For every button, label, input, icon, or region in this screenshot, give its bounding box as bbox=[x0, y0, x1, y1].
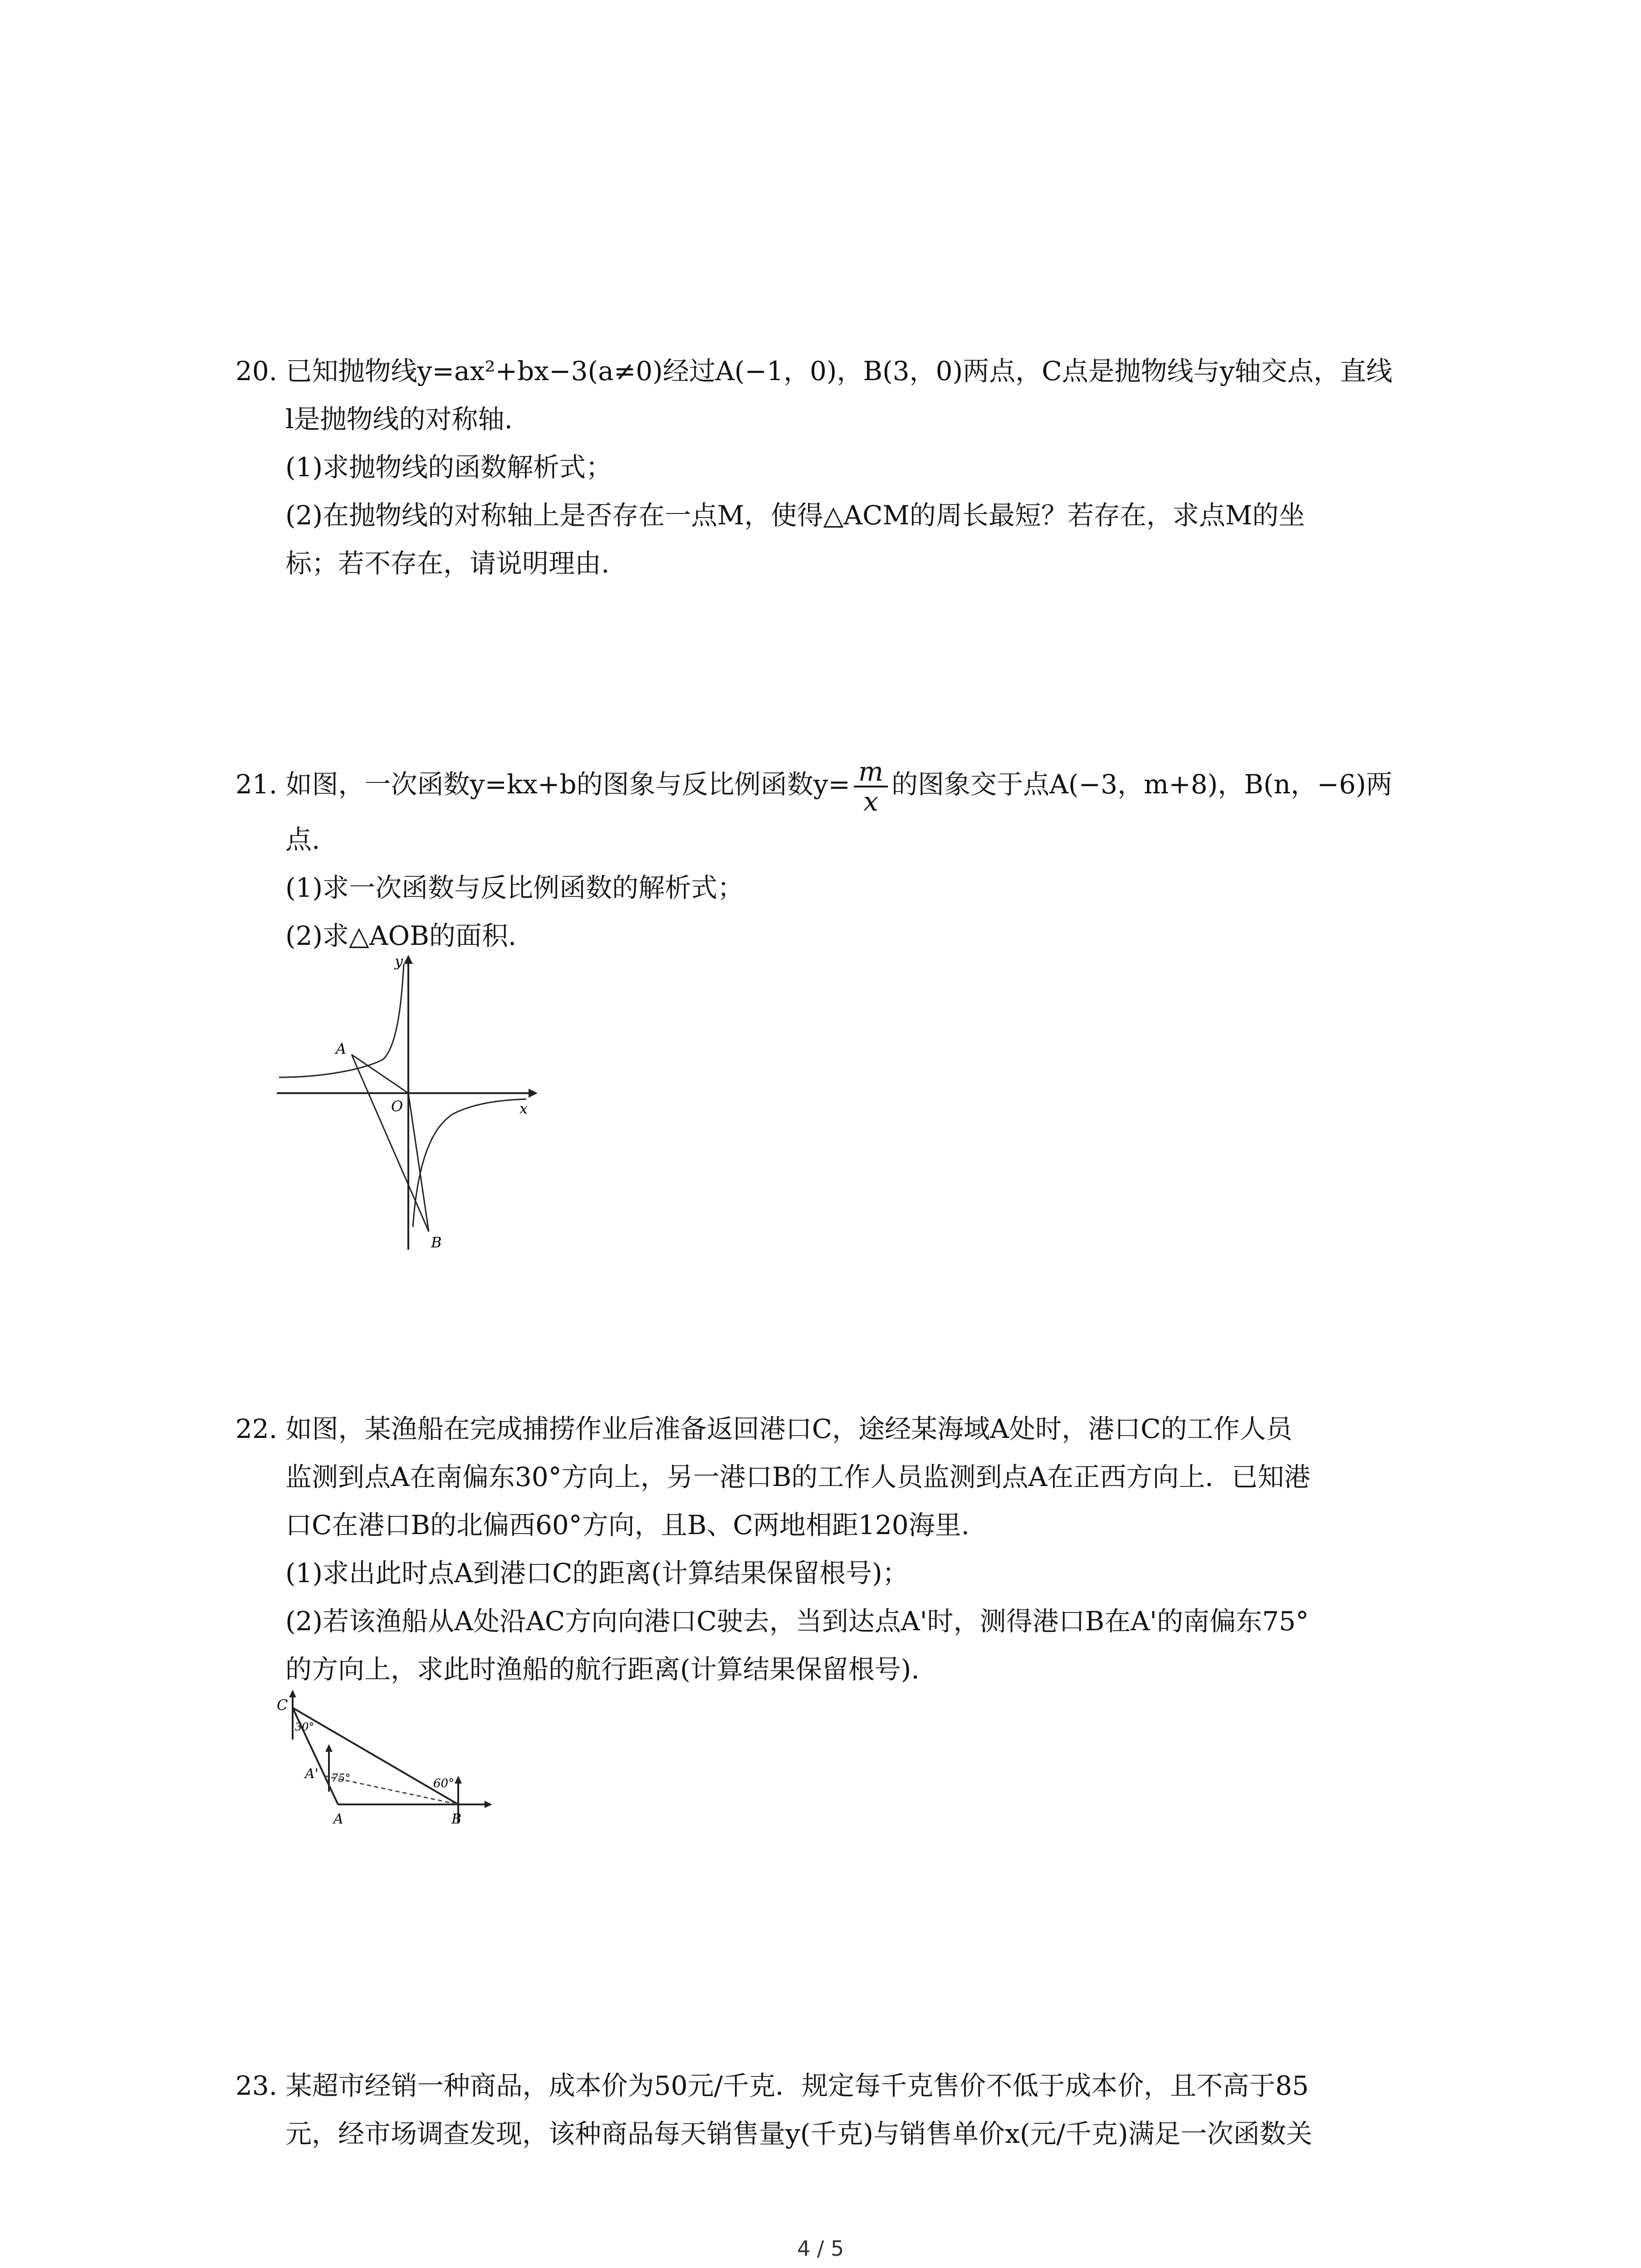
north-arrow-a-prime bbox=[325, 1744, 333, 1752]
q22-part-2: (2)若该渔船从A处沿AC方向向港口C驶去，当到达点A'时，测得港口B在A'的南偏东75° bbox=[285, 1606, 1309, 1637]
q21-part-1: (1)求一次函数与反比例函数的解析式； bbox=[285, 872, 744, 903]
label-angle-75: 75° bbox=[331, 1772, 351, 1784]
east-arrow-b bbox=[485, 1801, 492, 1808]
question-21 bbox=[235, 758, 1460, 960]
label-y: y bbox=[395, 953, 403, 970]
q21-line-1 bbox=[235, 758, 1460, 816]
q21-line-2: 点. bbox=[285, 824, 320, 855]
label-o: O bbox=[391, 1098, 403, 1115]
label-angle-60: 60° bbox=[433, 1777, 455, 1790]
segment-ob bbox=[408, 1093, 429, 1232]
q21-line-1-pre: 21. 如图，一次函数y=kx+b的图象与反比例函数y= bbox=[235, 769, 850, 800]
q21-fraction bbox=[854, 758, 888, 816]
q22-line-1: 22. 如图，某渔船在完成捕捞作业后准备返回港口C，途经某海域A处时，港口C的工作人员 bbox=[235, 1413, 1293, 1444]
x-axis-arrow bbox=[529, 1089, 538, 1098]
q20-part-2: (2)在抛物线的对称轴上是否存在一点M，使得△ACM的周长最短？若存在，求点M的坐 bbox=[285, 500, 1305, 531]
label-a-prime: A' bbox=[305, 1766, 318, 1782]
label-a: A bbox=[333, 1811, 343, 1827]
hyperbola-branch-upper-left bbox=[279, 964, 404, 1077]
label-c: C bbox=[277, 1696, 288, 1714]
q22-figure bbox=[272, 1687, 508, 1842]
north-arrow-c bbox=[289, 1690, 296, 1697]
label-a: A bbox=[336, 1040, 347, 1057]
q22-line-2: 监测到点A在南偏东30°方向上，另一港口B的工作人员监测到点A在正西方向上．已知港 bbox=[285, 1461, 1311, 1492]
page-number: 4 / 5 bbox=[797, 2236, 844, 2261]
north-arrow-b bbox=[455, 1776, 462, 1784]
q21-line-1-post: 的图象交于点A(−3，m+8)，B(n，−6)两 bbox=[892, 769, 1392, 800]
y-axis-arrow bbox=[404, 955, 413, 964]
q20-part-2-cont: 标；若不存在，请说明理由. bbox=[285, 548, 610, 579]
q22-part-1: (1)求出此时点A到港口C的距离(计算结果保留根号)； bbox=[285, 1558, 909, 1589]
q21-figure bbox=[272, 946, 544, 1254]
label-x: x bbox=[519, 1100, 528, 1117]
q22-line-3: 口C在港口B的北偏西60°方向，且B、C两地相距120海里. bbox=[285, 1510, 970, 1540]
question-23 bbox=[235, 2062, 1460, 2158]
hyperbola-branch-lower-right bbox=[413, 1099, 526, 1227]
q22-part-2-cont: 的方向上，求此时渔船的航行距离(计算结果保留根号). bbox=[285, 1654, 920, 1685]
q21-frac-denominator: x bbox=[863, 786, 878, 817]
label-b: B bbox=[431, 1234, 442, 1251]
question-22 bbox=[235, 1405, 1460, 1693]
question-20 bbox=[235, 347, 1460, 587]
q23-line-2: 元，经市场调查发现，该种商品每天销售量y(千克)与销售单价x(元/千克)满足一次函数关 bbox=[285, 2118, 1313, 2149]
q20-line-1: 20. 已知抛物线y=ax²+bx−3(a≠0)经过A(−1，0)，B(3，0)两点，C点是抛物线与y轴交点，直线 bbox=[235, 356, 1393, 386]
q23-line-1: 23. 某超市经销一种商品，成本价为50元/千克．规定每千克售价不低于成本价，且不高于85 bbox=[235, 2070, 1309, 2101]
label-angle-30: 30° bbox=[295, 1721, 314, 1733]
q21-frac-numerator: m bbox=[854, 758, 888, 787]
q20-line-2: l是抛物线的对称轴. bbox=[285, 404, 513, 435]
q20-part-1: (1)求抛物线的函数解析式； bbox=[285, 452, 612, 483]
q21-part-2: (2)求△AOB的面积. bbox=[285, 920, 517, 951]
label-b: B bbox=[451, 1811, 462, 1827]
